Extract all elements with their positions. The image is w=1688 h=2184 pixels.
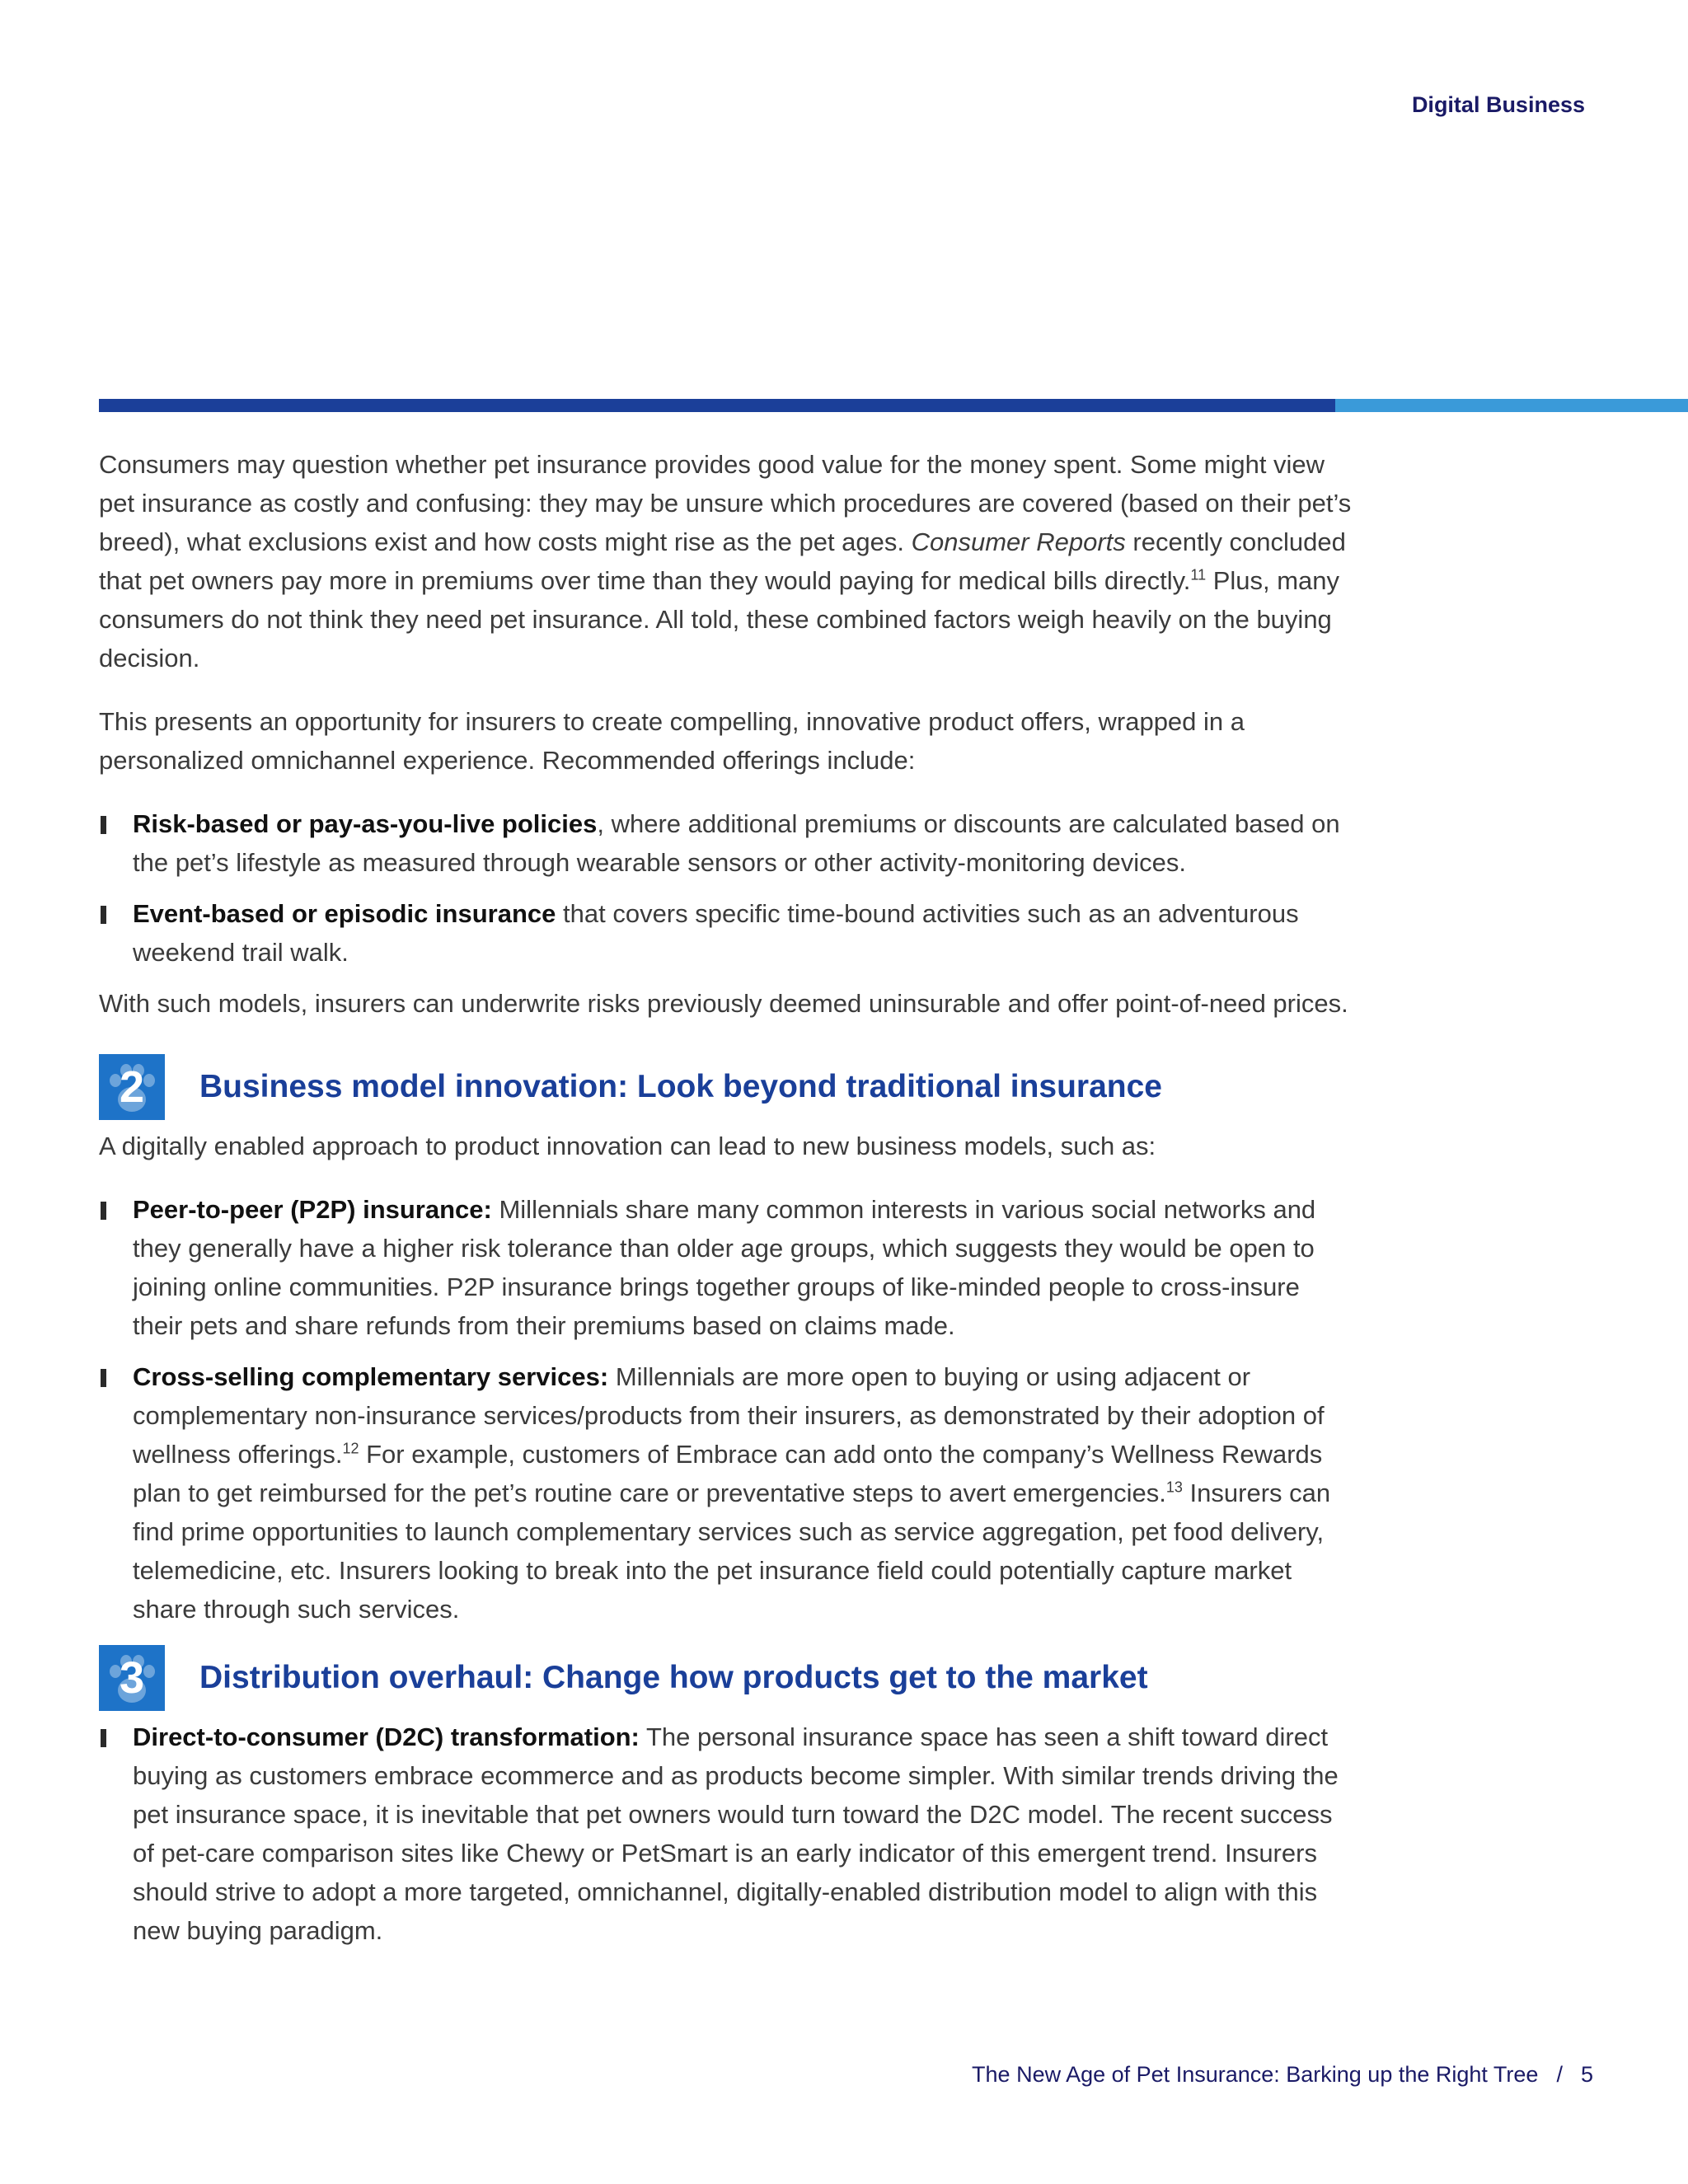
footnote-ref: 12 (342, 1440, 359, 1457)
page-number: 5 (1580, 2062, 1593, 2087)
section-2-lead: A digitally enabled approach to product innovation can lead to new business models, such as: (99, 1132, 1156, 1160)
list-item-title: Risk-based or pay-as-you-live policies (133, 809, 598, 838)
models-paragraph: With such models, insurers can underwrite risks previously deemed uninsurable and offer point-of-need prices. (99, 989, 1348, 1018)
opportunity-paragraph: This presents an opportunity for insurers to create compelling, innovative product offers, wrapped in a personalized omnichannel experience. Recommended offerings include: (99, 707, 1245, 775)
divider-rule-light (1335, 399, 1688, 412)
intro-text-b: recently concluded that pet owners pay more in premiums over time than they would paying for medical bills directly. (99, 527, 1346, 595)
intro-text-c: Plus, many consumers do not think they need pet insurance. All told, these combined factors weigh heavily on the buying decision. (99, 566, 1340, 673)
list-item-text: For example, customers of Embrace can add onto the company’s Wellness Rewards plan to get reimbursed for the pet’s routine care or preventative steps to avert emergencies. (133, 1440, 1323, 1507)
footer-title: The New Age of Pet Insurance: Barking up the Right Tree (972, 2062, 1539, 2087)
paw-print-icon (99, 1645, 165, 1711)
list-item (99, 1357, 1352, 1629)
intro-text-a: Consumers may question whether pet insurance provides good value for the money spent. Some might view pet insurance as costly and confusing: they may be unsure which procedures are covered (based on their pet’s breed), what exclusions exist and how costs might rise as the pet ages. (99, 450, 1352, 556)
section-2-heading (99, 1054, 1352, 1120)
article-body (99, 445, 1352, 1962)
section-number: 2 (119, 1062, 145, 1112)
list-item-text: Millennials are more open to buying or using adjacent or complementary non-insurance services/products from their insurers, as demonstrated by their adoption of wellness offerings. (133, 1362, 1325, 1469)
list-item-text: The personal insurance space has seen a shift toward direct buying as customers embrace ecommerce and as products become simpler. With similar trends driving the pet insurance space, it is inevitable that pet owners would turn toward the D2C model. The recent success of pet-care comparison sites like Chewy or PetSmart is an early indicator of this emergent trend. Insurers should strive to adopt a more targeted, omnichannel, digitally-enabled distribution model to align with this new buying paradigm. (133, 1722, 1339, 1945)
intro-citation: Consumer Reports (911, 527, 1126, 556)
section-3-heading (99, 1645, 1352, 1711)
footnote-ref: 13 (1165, 1479, 1183, 1496)
intro-paragraph (99, 445, 1352, 677)
business-model-list (99, 1190, 1352, 1629)
page-footer (972, 2062, 1593, 2088)
list-item (99, 804, 1352, 882)
running-header: Digital Business (1411, 92, 1585, 117)
list-item-text: that covers specific time-bound activities such as an adventurous weekend trail walk. (133, 899, 1299, 967)
footer-separator: / (1556, 2062, 1563, 2087)
section-title: Distribution overhaul: Change how products get to the market (199, 1660, 1148, 1695)
list-item-title: Direct-to-consumer (D2C) transformation: (133, 1722, 640, 1751)
list-item (99, 1718, 1352, 1950)
offering-list (99, 804, 1352, 972)
list-item (99, 1190, 1352, 1345)
list-item-title: Cross-selling complementary services: (133, 1362, 609, 1391)
list-item-text: Millennials share many common interests in various social networks and they generally have a higher risk tolerance than older age groups, which suggests they would be open to joining online communities. P2P insurance brings together groups of like-minded people to cross-insure their pets and share refunds from their premiums based on claims made. (133, 1195, 1316, 1340)
divider-rule-dark (99, 399, 1335, 412)
paw-print-icon (99, 1054, 165, 1120)
section-title: Business model innovation: Look beyond traditional insurance (199, 1069, 1162, 1104)
section-number: 3 (119, 1653, 145, 1703)
distribution-list (99, 1718, 1352, 1950)
list-item-title: Peer-to-peer (P2P) insurance: (133, 1195, 492, 1224)
list-item-text: Insurers can find prime opportunities to launch complementary services such as service aggregation, pet food delivery, telemedicine, etc. Insurers looking to break into the pet insurance field could potentially capture market share through such services. (133, 1479, 1331, 1624)
list-item-title: Event-based or episodic insurance (133, 899, 556, 928)
list-item-text: , where additional premiums or discounts are calculated based on the pet’s lifestyle as measured through wearable sensors or other activity-monitoring devices. (133, 809, 1340, 877)
list-item (99, 894, 1352, 972)
footnote-ref: 11 (1190, 566, 1207, 583)
